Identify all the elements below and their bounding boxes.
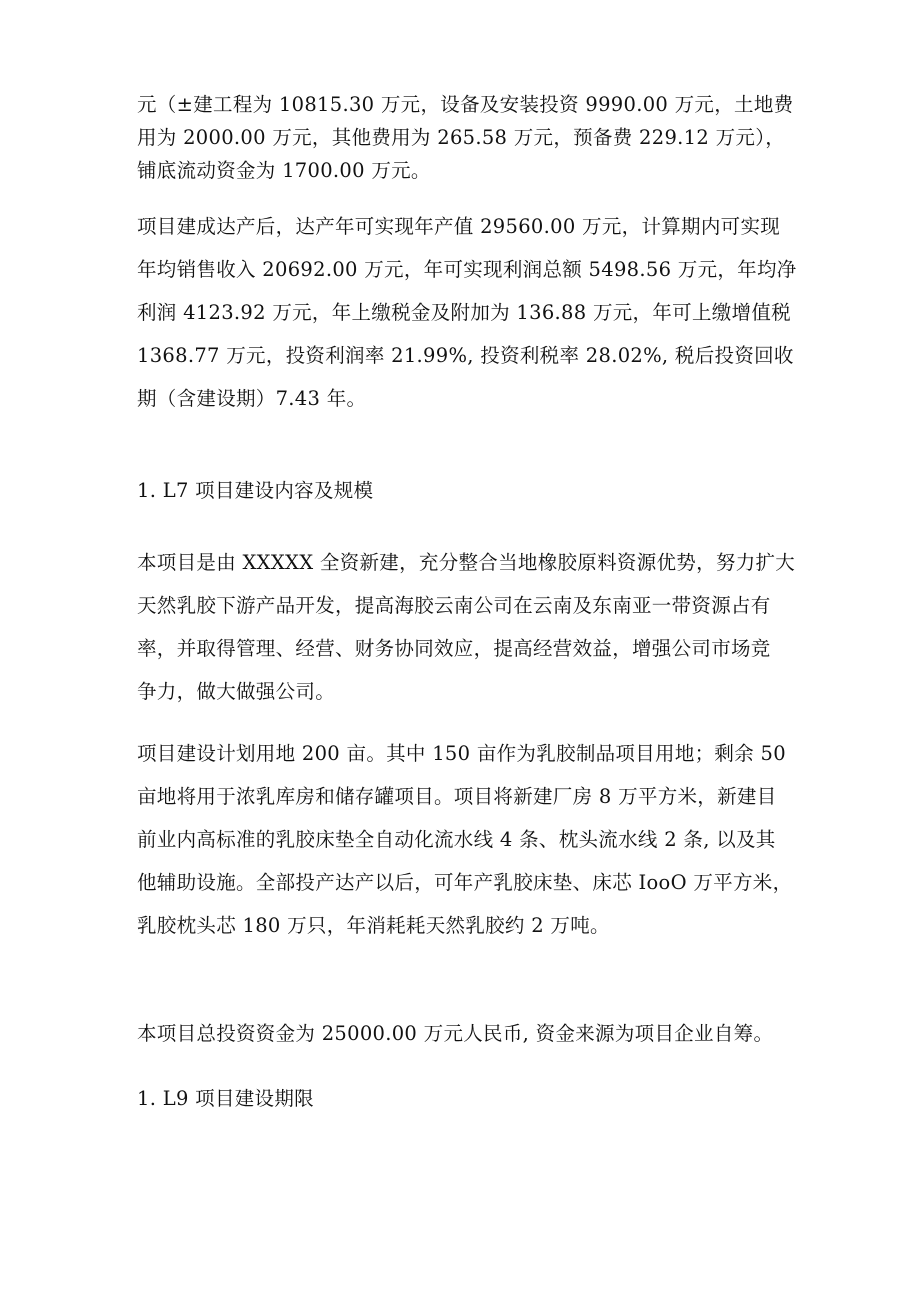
text-line: 他辅助设施。全部投产达产以后，可年产乳胶床垫、床芯 IooO 万平方米，	[137, 871, 793, 894]
text-line: 亩地将用于浓乳库房和储存罐项目。项目将新建厂房 8 万平方米，新建目	[137, 785, 777, 808]
paragraph-land-and-capacity	[137, 732, 797, 947]
section-heading-construction-scope	[137, 476, 797, 506]
text-line: 本项目总投资资金为 25000.00 万元人民币, 资金来源为项目企业自筹。	[137, 1022, 774, 1045]
heading-text: 1. L9 项目建设期限	[137, 1087, 314, 1110]
text-line: 本项目是由 XXXXX 全资新建，充分整合当地橡胶原料资源优势，努力扩大	[137, 551, 796, 574]
paragraph-project-overview	[137, 541, 797, 713]
heading-text: 1. L7 项目建设内容及规模	[137, 479, 374, 502]
paragraph-financial-returns	[137, 205, 797, 420]
text-line: 乳胶枕头芯 180 万只，年消耗耗天然乳胶约 2 万吨。	[137, 914, 610, 937]
text-line: 利润 4123.92 万元，年上缴税金及附加为 136.88 万元，年可上缴增值税	[137, 301, 791, 324]
paragraph-total-investment	[137, 1012, 797, 1055]
text-line: 项目建设计划用地 200 亩。其中 150 亩作为乳胶制品项目用地；剩余 50	[137, 742, 786, 765]
text-line: 1368.77 万元，投资利润率 21.99%, 投资利税率 28.02%, 税后投资回收	[137, 344, 794, 367]
text-line: 项目建成达产后，达产年可实现年产值 29560.00 万元，计算期内可实现	[137, 215, 781, 238]
text-line: 铺底流动资金为 1700.00 万元。	[137, 159, 431, 182]
section-heading-construction-period	[137, 1084, 797, 1114]
text-line: 天然乳胶下游产品开发，提高海胶云南公司在云南及东南亚一带资源占有	[137, 594, 771, 617]
text-line: 率，并取得管理、经营、财务协同效应，提高经营效益，增强公司市场竞	[137, 637, 771, 660]
text-line: 争力，做大做强公司。	[137, 680, 336, 703]
text-line: 年均销售收入 20692.00 万元，年可实现利润总额 5498.56 万元，年均净	[137, 258, 797, 281]
text-line: 用为 2000.00 万元，其他费用为 265.58 万元，预备费 229.12 万元），	[137, 126, 786, 149]
text-line: 前业内高标准的乳胶床垫全自动化流水线 4 条、枕头流水线 2 条, 以及其	[137, 828, 776, 851]
text-line: 元（±建工程为 10815.30 万元，设备及安装投资 9990.00 万元，土地费	[137, 93, 794, 116]
paragraph-investment-breakdown	[137, 88, 797, 187]
text-line: 期（含建设期）7.43 年。	[137, 387, 367, 410]
